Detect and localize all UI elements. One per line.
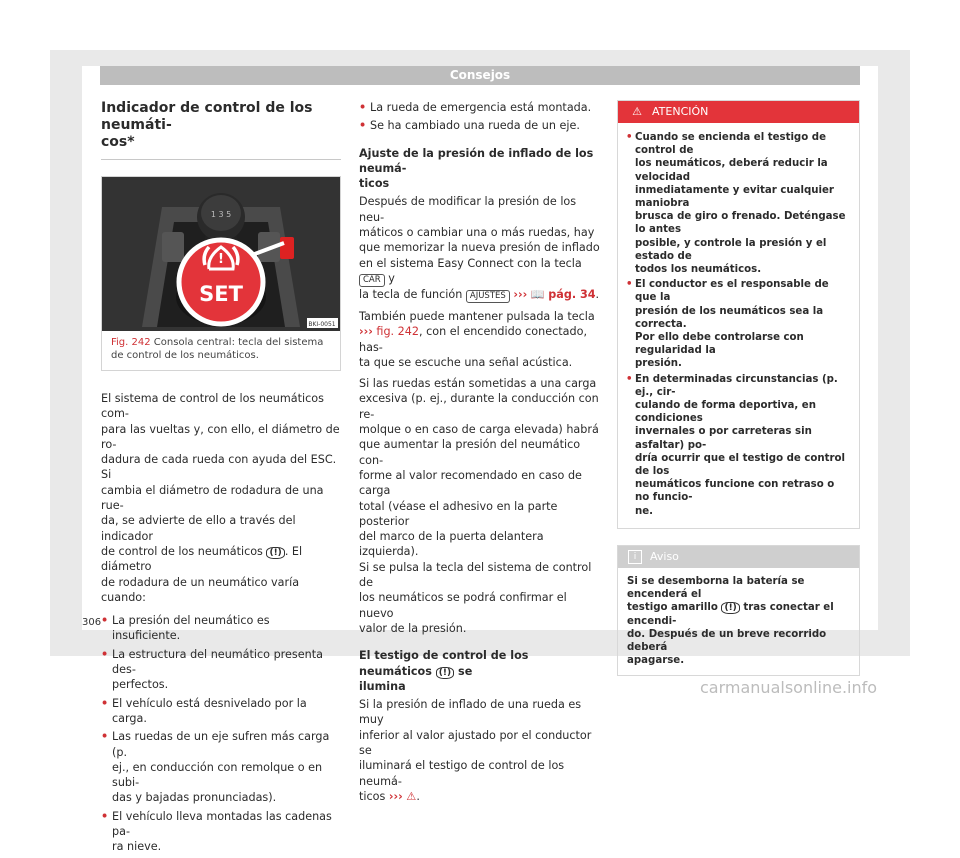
list-item: • La rueda de emergencia está montada. bbox=[359, 100, 601, 115]
heading-adjust-pressure: Ajuste de la presión de inflado de los neumá- ticos bbox=[359, 146, 594, 191]
list-item: • La presión del neumático es insuficiente. bbox=[101, 613, 341, 644]
page-number: 306 bbox=[82, 617, 102, 628]
list-item: • Se ha cambiado una rueda de un eje. bbox=[359, 118, 601, 133]
page-header: Consejos bbox=[100, 66, 860, 85]
set-button-label: SET bbox=[199, 282, 243, 306]
page-link-34[interactable]: pág. 34 bbox=[548, 287, 596, 301]
warning-triangle-icon: ⚠ bbox=[406, 789, 417, 803]
book-icon: 📖 bbox=[530, 287, 545, 301]
tire-pressure-icon: (!) bbox=[436, 667, 454, 679]
warning-box bbox=[617, 100, 860, 529]
tire-pressure-icon: (!) bbox=[266, 547, 284, 559]
note-header: i Aviso bbox=[618, 546, 859, 568]
list-item: • Las ruedas de un eje sufren más carga (p. ej., en conducción con remolque o en subi- das y bajadas pronunciadas). bbox=[101, 729, 341, 805]
figure-code: BKI-0051 bbox=[308, 321, 336, 328]
figure-link-242[interactable]: fig. 242 bbox=[376, 325, 420, 339]
watermark: carmanualsonline.info bbox=[700, 678, 878, 697]
list-item: • La estructura del neumático presenta des- perfectos. bbox=[101, 647, 341, 693]
conditions-list-cont bbox=[359, 100, 601, 134]
load-paragraph: Si las ruedas están sometidas a una carga excesiva (p. ej., durante la conducción con re- molque o en caso de carga elevada) habrá que aumentar la presión del neumático con- forme al valor recomendado en caso de carga total (véase el adhesivo en la parte posterior del marco de la puerta delantera izquierda). Si se pulsa la tecla del sistema de control de los neumáticos se podrá confirmar el nuevo valor de la presión. bbox=[359, 377, 599, 635]
column-1 bbox=[101, 100, 341, 858]
heading-lamp: El testigo de control de los neumáticos (!) se ilumina bbox=[359, 649, 529, 693]
svg-text:!: ! bbox=[218, 252, 224, 267]
list-item: • Cuando se encienda el testigo de control de los neumáticos, deberá reducir la velocidad inmediatamente y evitar cualquier maniobra brusca de giro o frenado. Deténgase lo antes posible, y controle la presión y el estado de todos los neumáticos. bbox=[626, 131, 851, 276]
adjust-paragraph: Después de modificar la presión de los neu- máticos o cambiar una o más ruedas, hay que memorizar la nueva presión de inflado en el sistema Easy Connect con la tecla CAR y la tecla de función AJUSTES ››› 📖 pág. 34. bbox=[359, 195, 600, 301]
list-item: • En determinadas circunstancias (p. ej., cir- culando de forma deportiva, en condiciones invernales o por carreteras sin asfaltar) po- dría ocurrir que el testigo de control de los neumáticos funcione con retraso o no funcio- ne. bbox=[626, 373, 851, 518]
note-box bbox=[617, 545, 860, 676]
warning-list bbox=[618, 123, 859, 528]
column-2 bbox=[359, 100, 601, 804]
lamp-paragraph: Si la presión de inflado de una rueda es muy inferior al valor ajustado por el conductor se iluminará el testigo de control de los neumá- ticos ››› ⚠. bbox=[359, 698, 592, 803]
conditions-list bbox=[101, 613, 341, 854]
hold-key-paragraph: También puede mantener pulsada la tecla ››› fig. 242, con el encendido conectado, has- ta que se escuche una señal acústica. bbox=[359, 309, 595, 369]
figure-242 bbox=[101, 176, 341, 371]
warning-header: ⚠ ATENCIÓN bbox=[618, 101, 859, 123]
ajustes-key: AJUSTES bbox=[466, 290, 510, 303]
column-3 bbox=[617, 100, 860, 676]
list-item: • El vehículo lleva montadas las cadenas pa- ra nieve. bbox=[101, 809, 341, 855]
intro-paragraph: El sistema de control de los neumáticos com- para las vueltas y, con ello, el diámetro de ro- dadura de cada rueda con ayuda del ESC. Si cambia el diámetro de rodadura de una rue- da, se advierte de ello a través del indicador de control de los neumáticos (!) . El diámetro de rodadura de un neumático varía cuando: bbox=[101, 392, 340, 604]
list-item: • El vehículo está desnivelado por la carga. bbox=[101, 696, 341, 727]
section-title: Indicador de control de los neumáti- cos* bbox=[101, 100, 341, 160]
car-key: CAR bbox=[359, 274, 385, 287]
console-illustration bbox=[102, 177, 340, 331]
svg-text:1 3 5: 1 3 5 bbox=[210, 210, 232, 219]
figure-label: Fig. 242 bbox=[111, 337, 151, 348]
warning-triangle-icon: ⚠ bbox=[632, 105, 642, 118]
info-icon: i bbox=[628, 550, 642, 564]
tire-pressure-icon: (!) bbox=[721, 602, 739, 614]
note-text: Si se desemborna la batería se encenderá el testigo amarillo (!) tras conectar el encendi- do. Después de un breve recorrido deberá apagarse. bbox=[627, 575, 834, 667]
list-item: • El conductor es el responsable de que la presión de los neumáticos sea la correcta. Por ello debe controlarse con regularidad la presión. bbox=[626, 278, 851, 370]
figure-caption: Fig. 242 Consola central: tecla del sistema de control de los neumáticos. bbox=[111, 337, 324, 361]
